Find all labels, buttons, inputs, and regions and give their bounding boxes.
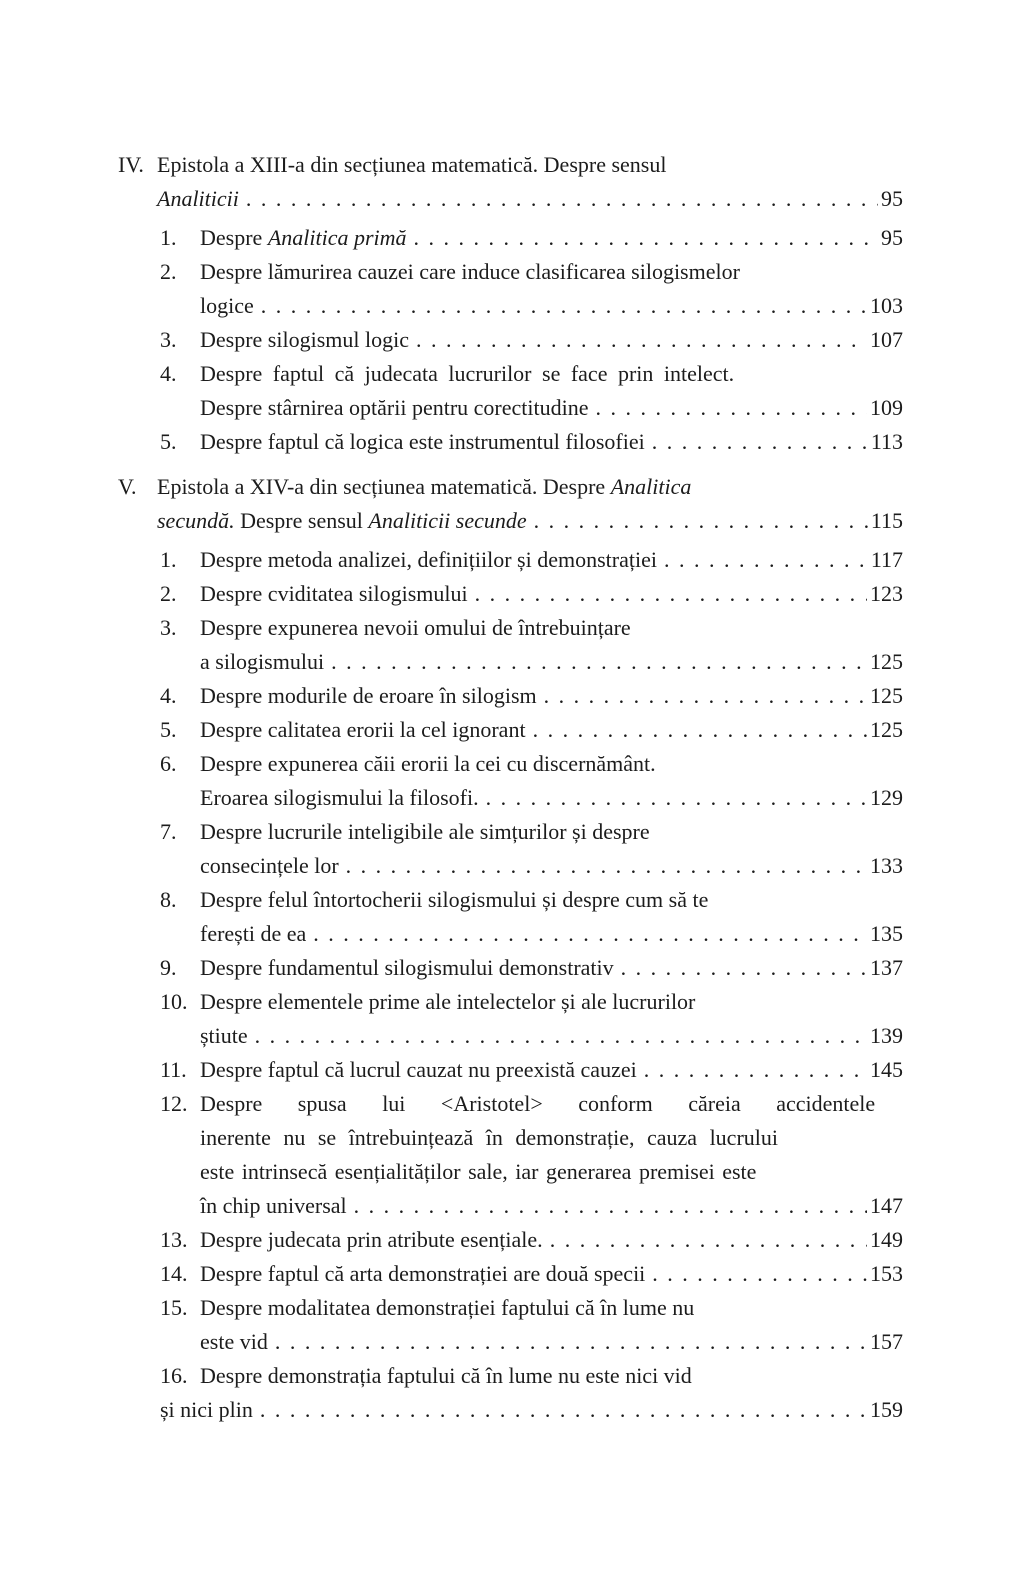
toc-entry <box>160 1359 903 1427</box>
toc-line <box>160 713 903 747</box>
entry-number: 5. <box>160 429 177 454</box>
entry-text-segment: Analiticii secunde <box>368 508 527 533</box>
toc-line <box>160 645 903 679</box>
entry-text <box>200 1325 268 1359</box>
dot-leader <box>414 221 878 255</box>
page-number: 159 <box>870 1397 903 1422</box>
page-number: 113 <box>870 429 903 454</box>
toc-line <box>160 543 903 577</box>
dot-leader <box>346 849 867 883</box>
entry-number: 1. <box>160 225 177 250</box>
toc-line <box>160 849 903 883</box>
entry-text-segment: Despre silogismul logic <box>200 327 409 352</box>
entry-text-segment: Epistola a XIII-a din secțiunea matematică. Despre sensul <box>157 152 667 177</box>
entry-text-segment: și nici plin <box>160 1397 253 1422</box>
entry-number: 15. <box>160 1295 188 1320</box>
entry-text-segment: Analiticii <box>157 186 239 211</box>
entry-text-segment: logice <box>200 293 254 318</box>
entry-text-segment: Despre faptul că logica este instrumentul filosofiei <box>200 429 645 454</box>
entry-text <box>200 951 614 985</box>
dot-leader <box>652 425 868 459</box>
toc-line <box>118 470 903 504</box>
entry-text <box>200 391 589 425</box>
page-number: 95 <box>881 225 903 250</box>
toc-line <box>160 1359 903 1393</box>
page-number: 95 <box>881 186 903 211</box>
dot-leader <box>534 504 868 538</box>
entry-text-segment: este vid <box>200 1329 268 1354</box>
toc-line <box>160 883 903 917</box>
entry-number: 8. <box>160 887 177 912</box>
dot-leader <box>621 951 867 985</box>
entry-text <box>200 747 656 781</box>
entry-number: 9. <box>160 955 177 980</box>
entry-text-segment: în chip universal <box>200 1193 347 1218</box>
entry-number: V. <box>118 474 137 499</box>
entry-number: 1. <box>160 547 177 572</box>
entry-text <box>157 182 239 216</box>
dot-leader <box>260 1393 867 1427</box>
entry-text <box>200 781 479 815</box>
entry-text <box>200 985 695 1019</box>
entry-text <box>160 1393 253 1427</box>
toc-entry <box>160 985 903 1053</box>
entry-text <box>200 713 526 747</box>
toc-entry <box>160 883 903 951</box>
dot-leader <box>596 391 867 425</box>
page-number: 137 <box>870 955 903 980</box>
entry-text-segment: Despre stârnirea optării pentru corectitudine <box>200 395 589 420</box>
entry-text-segment: consecințele lor <box>200 853 339 878</box>
entry-text <box>200 289 254 323</box>
toc-entry <box>160 713 903 747</box>
toc-list <box>118 148 903 1427</box>
entry-text-segment: Analitica primă <box>267 225 407 250</box>
entry-text-segment: ferești de ea <box>200 921 307 946</box>
entry-text-segment: Despre metoda analizei, definițiilor și demonstrației <box>200 547 657 572</box>
toc-line <box>160 1291 903 1325</box>
toc-entry <box>160 1257 903 1291</box>
entry-text <box>200 221 407 255</box>
toc-entry <box>160 1291 903 1359</box>
dot-leader <box>544 679 867 713</box>
page-number: 147 <box>870 1193 903 1218</box>
entry-text <box>157 148 666 182</box>
page-number: 145 <box>870 1057 903 1082</box>
page-number: 157 <box>870 1329 903 1354</box>
entry-text <box>157 470 691 504</box>
toc-line <box>160 1019 903 1053</box>
toc-line <box>160 611 903 645</box>
entry-text <box>157 504 527 538</box>
dot-leader <box>354 1189 867 1223</box>
dot-leader <box>416 323 867 357</box>
entry-text-segment: Despre faptul că judecata lucrurilor se face prin intelect. <box>200 361 735 386</box>
entry-text <box>200 577 468 611</box>
page-number: 133 <box>870 853 903 878</box>
entry-number: 4. <box>160 361 177 386</box>
toc-line <box>160 289 903 323</box>
toc-entry <box>118 148 903 216</box>
dot-leader <box>261 289 867 323</box>
toc-entry <box>160 577 903 611</box>
toc-entry <box>160 611 903 679</box>
page-number: 123 <box>870 581 903 606</box>
entry-number: 5. <box>160 717 177 742</box>
entry-text <box>200 1087 875 1121</box>
dot-leader <box>652 1257 867 1291</box>
toc-line <box>160 1121 903 1155</box>
toc-entry <box>160 255 903 323</box>
dot-leader <box>275 1325 867 1359</box>
toc-line <box>160 747 903 781</box>
toc-entry <box>160 951 903 985</box>
toc-line <box>160 1155 903 1189</box>
toc-entry <box>160 1053 903 1087</box>
entry-text <box>200 645 324 679</box>
entry-number: 16. <box>160 1363 188 1388</box>
entry-text-segment: Despre expunerea nevoii omului de întrebuințare <box>200 615 631 640</box>
toc-entry <box>160 1223 903 1257</box>
page-number: 125 <box>870 649 903 674</box>
toc-line <box>160 1257 903 1291</box>
entry-text-segment: Despre spusa lui <Aristotel> conform căreia accidentele <box>200 1091 876 1116</box>
entry-number: IV. <box>118 152 144 177</box>
dot-leader <box>246 182 878 216</box>
entry-text-segment: Despre calitatea erorii la cel ignorant <box>200 717 526 742</box>
toc-line <box>160 951 903 985</box>
dot-leader <box>313 917 867 951</box>
entry-text-segment: inerente nu se întrebuințează în demonstrație, cauza lucrului <box>200 1125 778 1150</box>
entry-text <box>200 1359 692 1393</box>
dot-leader <box>331 645 867 679</box>
entry-number: 12. <box>160 1091 188 1116</box>
entry-number: 11. <box>160 1057 187 1082</box>
toc-line <box>118 182 903 216</box>
page-number: 149 <box>870 1227 903 1252</box>
entry-text <box>200 255 740 289</box>
toc-line <box>160 323 903 357</box>
page-number: 129 <box>870 785 903 810</box>
toc-line <box>160 391 903 425</box>
page-number: 117 <box>870 547 903 572</box>
entry-text-segment: Despre demonstrația faptului că în lume nu este nici vid <box>200 1363 692 1388</box>
toc-entry <box>160 815 903 883</box>
entry-text-segment: a silogismului <box>200 649 325 674</box>
toc-line <box>118 504 903 538</box>
toc-line <box>160 679 903 713</box>
page-number: 115 <box>870 508 903 533</box>
toc-entry <box>160 221 903 255</box>
toc-line <box>160 221 903 255</box>
entry-text <box>200 323 409 357</box>
entry-text <box>200 1019 248 1053</box>
page-number: 135 <box>870 921 903 946</box>
entry-number: 10. <box>160 989 188 1014</box>
toc-line <box>160 577 903 611</box>
dot-leader <box>255 1019 867 1053</box>
toc-line <box>160 1223 903 1257</box>
toc-entry <box>160 747 903 815</box>
toc-line <box>160 255 903 289</box>
toc-line <box>160 815 903 849</box>
entry-number: 14. <box>160 1261 188 1286</box>
entry-text <box>200 357 734 391</box>
entry-number: 3. <box>160 327 177 352</box>
entry-text-segment: Despre cviditatea silogismului <box>200 581 468 606</box>
toc-line <box>160 1053 903 1087</box>
entry-text-segment: secundă. <box>157 508 235 533</box>
page-number: 107 <box>870 327 903 352</box>
entry-text-segment: Epistola a XIV-a din secțiunea matematică. Despre <box>157 474 611 499</box>
entry-text-segment: Despre modalitatea demonstrației faptului că în lume nu <box>200 1295 695 1320</box>
entry-text <box>200 425 645 459</box>
dot-leader <box>475 577 867 611</box>
entry-text-segment: este intrinsecă esențialităților sale, iar generarea premisei este <box>200 1159 757 1184</box>
page-number: 109 <box>870 395 903 420</box>
toc-line <box>160 357 903 391</box>
entry-text-segment: Despre expunerea căii erorii la cei cu discernământ. <box>200 751 656 776</box>
dot-leader <box>533 713 867 747</box>
entry-number: 3. <box>160 615 177 640</box>
toc-entry <box>160 323 903 357</box>
entry-text <box>200 1121 778 1155</box>
entry-text-segment: Despre faptul că arta demonstrației are două specii <box>200 1261 646 1286</box>
entry-number: 4. <box>160 683 177 708</box>
toc-entry <box>160 1087 903 1223</box>
entry-text-segment: Despre <box>200 225 268 250</box>
entry-text-segment: Despre fundamentul silogismului demonstrativ <box>200 955 614 980</box>
entry-text-segment: Despre modurile de eroare în silogism <box>200 683 537 708</box>
page-number: 139 <box>870 1023 903 1048</box>
toc-line <box>118 148 903 182</box>
entry-number: 7. <box>160 819 177 844</box>
toc-entry <box>160 543 903 577</box>
entry-text-segment: știute <box>200 1023 248 1048</box>
toc-line <box>160 1189 903 1223</box>
entry-text-segment: Despre elementele prime ale intelectelor și ale lucrurilor <box>200 989 696 1014</box>
toc-entry <box>118 470 903 538</box>
entry-text-segment: Despre sensul <box>234 508 369 533</box>
entry-text <box>200 1291 694 1325</box>
toc-line <box>160 917 903 951</box>
entry-text <box>200 917 306 951</box>
page-number: 153 <box>870 1261 903 1286</box>
toc-line <box>160 425 903 459</box>
entry-text <box>200 1189 347 1223</box>
toc-entry <box>160 425 903 459</box>
entry-number: 2. <box>160 259 177 284</box>
entry-text <box>200 815 650 849</box>
toc-line <box>160 1325 903 1359</box>
entry-text <box>200 883 708 917</box>
entry-text <box>200 849 339 883</box>
entry-text-segment: Analitica <box>610 474 692 499</box>
toc-line <box>160 1087 903 1121</box>
dot-leader <box>664 543 868 577</box>
entry-text <box>200 543 657 577</box>
entry-text-segment: Despre felul întortocherii silogismului și despre cum să te <box>200 887 709 912</box>
entry-text <box>200 1223 543 1257</box>
entry-text-segment: Despre lucrurile inteligibile ale simțurilor și despre <box>200 819 650 844</box>
dot-leader <box>644 1053 867 1087</box>
toc-line <box>160 985 903 1019</box>
entry-text <box>200 1257 645 1291</box>
page-number: 103 <box>870 293 903 318</box>
entry-text-segment: Despre judecata prin atribute esențiale. <box>200 1227 543 1252</box>
dot-leader <box>550 1223 867 1257</box>
toc-line <box>160 781 903 815</box>
entry-text <box>200 679 537 713</box>
entry-number: 13. <box>160 1227 188 1252</box>
page-number: 125 <box>870 717 903 742</box>
page-number: 125 <box>870 683 903 708</box>
entry-number: 2. <box>160 581 177 606</box>
toc-entry <box>160 357 903 425</box>
entry-text-segment: Despre faptul că lucrul cauzat nu preexistă cauzei <box>200 1057 637 1082</box>
entry-text <box>200 611 631 645</box>
dot-leader <box>486 781 867 815</box>
entry-number: 6. <box>160 751 177 776</box>
entry-text-segment: Despre lămurirea cauzei care induce clasificarea silogismelor <box>200 259 740 284</box>
entry-text-segment: Eroarea silogismului la filosofi. <box>200 785 479 810</box>
toc-entry <box>160 679 903 713</box>
toc-line <box>160 1393 903 1427</box>
entry-text <box>200 1053 637 1087</box>
entry-text <box>200 1155 756 1189</box>
